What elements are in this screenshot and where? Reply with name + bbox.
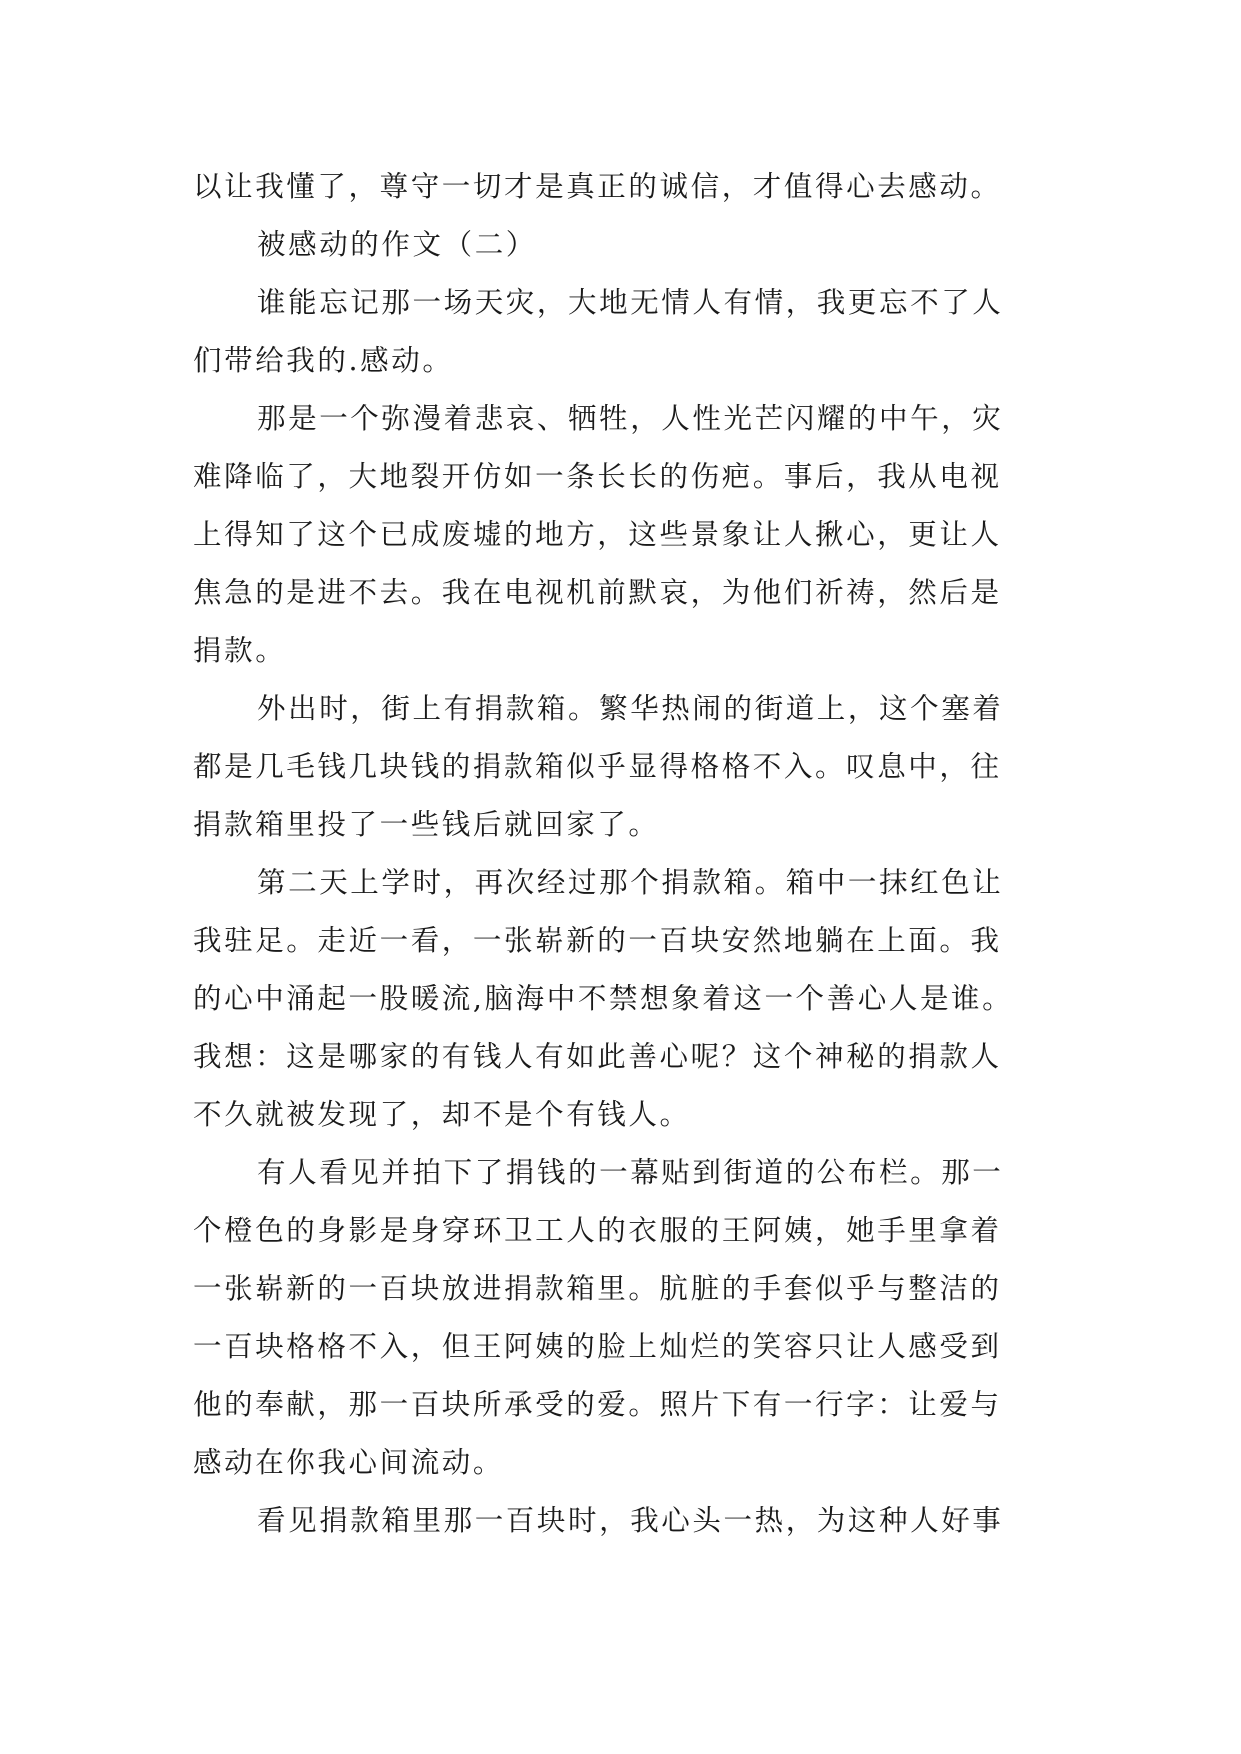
text-line: 上得知了这个已成废墟的地方，这些景象让人揪心，更让人 [193, 518, 1002, 551]
text-line: 我驻足。走近一看，一张崭新的一百块安然地躺在上面。我 [193, 924, 1002, 957]
paragraph-start-line: 谁能忘记那一场天灾，大地无情人有情，我更忘不了人 [257, 286, 1004, 319]
text-line: 的心中涌起一股暖流,脑海中不禁想象着这一个善心人是谁。 [193, 982, 1014, 1015]
text-line: 们带给我的.感动。 [193, 344, 454, 377]
text-line: 他的奉献，那一百块所承受的爱。照片下有一行字：让爱与 [193, 1388, 1002, 1421]
paragraph-start-line: 被感动的作文（二） [257, 228, 537, 261]
paragraph-start-line: 第二天上学时，再次经过那个捐款箱。箱中一抹红色让 [257, 866, 1004, 899]
paragraph-start-line: 有人看见并拍下了捐钱的一幕贴到街道的公布栏。那一 [257, 1156, 1004, 1189]
text-line: 感动在你我心间流动。 [193, 1446, 505, 1479]
text-line: 以让我懂了，尊守一切才是真正的诚信，才值得心去感动。 [193, 170, 1002, 203]
text-line: 一张崭新的一百块放进捐款箱里。肮脏的手套似乎与整洁的 [193, 1272, 1002, 1305]
text-line: 难降临了，大地裂开仿如一条长长的伤疤。事后，我从电视 [193, 460, 1002, 493]
text-line: 我想：这是哪家的有钱人有如此善心呢？这个神秘的捐款人 [193, 1040, 1002, 1073]
essay-text-body [193, 158, 1061, 1550]
text-line: 一百块格格不入，但王阿姨的脸上灿烂的笑容只让人感受到 [193, 1330, 1002, 1363]
text-line: 个橙色的身影是身穿环卫工人的衣服的王阿姨，她手里拿着 [193, 1214, 1002, 1247]
text-line: 不久就被发现了，却不是个有钱人。 [193, 1098, 691, 1131]
paragraph-start-line: 看见捐款箱里那一百块时，我心头一热，为这种人好事 [257, 1504, 1004, 1537]
paragraph-start-line: 外出时，街上有捐款箱。繁华热闹的街道上，这个塞着 [257, 692, 1004, 725]
text-line: 捐款。 [193, 634, 287, 667]
paragraph-start-line: 那是一个弥漫着悲哀、牺牲，人性光芒闪耀的中午，灾 [257, 402, 1004, 435]
text-line: 都是几毛钱几块钱的捐款箱似乎显得格格不入。叹息中，往 [193, 750, 1002, 783]
text-line: 焦急的是进不去。我在电视机前默哀，为他们祈祷，然后是 [193, 576, 1002, 609]
text-line: 捐款箱里投了一些钱后就回家了。 [193, 808, 660, 841]
